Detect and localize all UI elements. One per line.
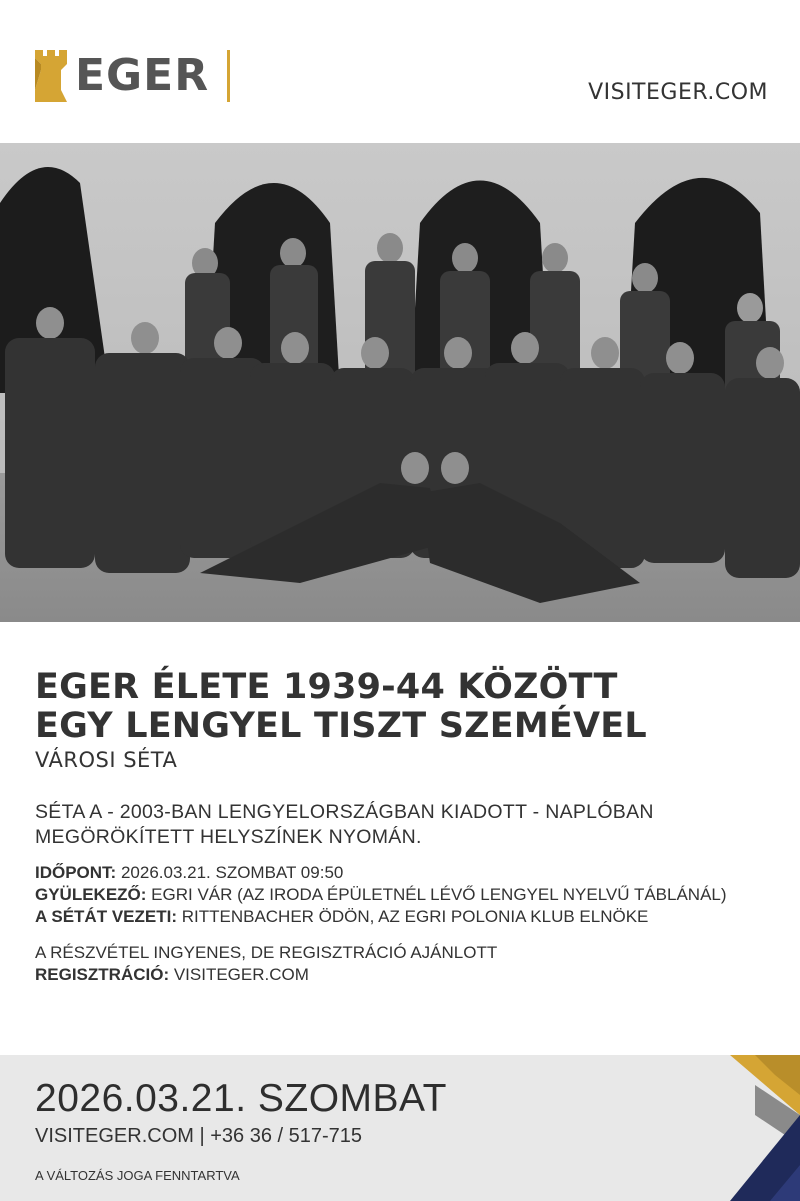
event-title	[35, 668, 775, 746]
event-subtitle: VÁROSI SÉTA	[35, 748, 178, 772]
detail-time-value: 2026.03.21. SZOMBAT 09:50	[116, 863, 344, 882]
logo-divider	[227, 50, 230, 102]
description-line2: MEGÖRÖKÍTETT HELYSZÍNEK NYOMÁN.	[35, 826, 422, 848]
event-title-line2: EGY LENGYEL TISZT SZEMÉVEL	[35, 706, 647, 746]
detail-meeting-point	[35, 884, 775, 906]
event-description	[35, 800, 775, 850]
photo-illustration	[0, 143, 800, 622]
footer-disclaimer: A VÁLTOZÁS JOGA FENNTARTVA	[35, 1168, 240, 1183]
detail-meeting-point-value: EGRI VÁR (AZ IRODA ÉPÜLETNÉL LÉVŐ LENGYEL NYELVŰ TÁBLÁNÁL)	[146, 885, 727, 904]
detail-guide-value: RITTENBACHER ÖDÖN, AZ EGRI POLONIA KLUB ELNÖKE	[177, 907, 649, 926]
logo-text: EGER	[75, 50, 210, 101]
footer-date: 2026.03.21. SZOMBAT	[35, 1077, 447, 1120]
detail-meeting-point-label: GYÜLEKEZŐ:	[35, 885, 147, 904]
detail-guide-label: A SÉTÁT VEZETI:	[35, 907, 177, 926]
detail-time	[35, 862, 775, 884]
historical-group-photo	[0, 143, 800, 622]
registration-label: REGISZTRÁCIÓ:	[35, 965, 170, 984]
event-title-line1: EGER ÉLETE 1939-44 KÖZÖTT	[35, 667, 618, 707]
registration-link[interactable]: VISITEGER.COM	[169, 965, 309, 984]
participation-note: A RÉSZVÉTEL INGYENES, DE REGISZTRÁCIÓ AJÁNLOTT	[35, 943, 498, 962]
registration-info	[35, 942, 775, 986]
corner-decoration-icon	[730, 1055, 800, 1201]
event-details	[35, 862, 775, 928]
description-line1: SÉTA A - 2003-BAN LENGYELORSZÁGBAN KIADOTT - NAPLÓBAN	[35, 801, 654, 823]
registration-line	[35, 964, 775, 986]
event-content	[35, 668, 775, 986]
detail-guide	[35, 906, 775, 928]
site-url[interactable]: VISITEGER.COM	[588, 80, 768, 105]
footer	[0, 1055, 800, 1201]
eger-logo[interactable]	[35, 50, 230, 102]
header	[0, 0, 800, 143]
castle-tower-icon	[35, 50, 67, 102]
detail-time-label: IDŐPONT:	[35, 863, 117, 882]
footer-contact[interactable]: VISITEGER.COM | +36 36 / 517-715	[35, 1125, 363, 1147]
